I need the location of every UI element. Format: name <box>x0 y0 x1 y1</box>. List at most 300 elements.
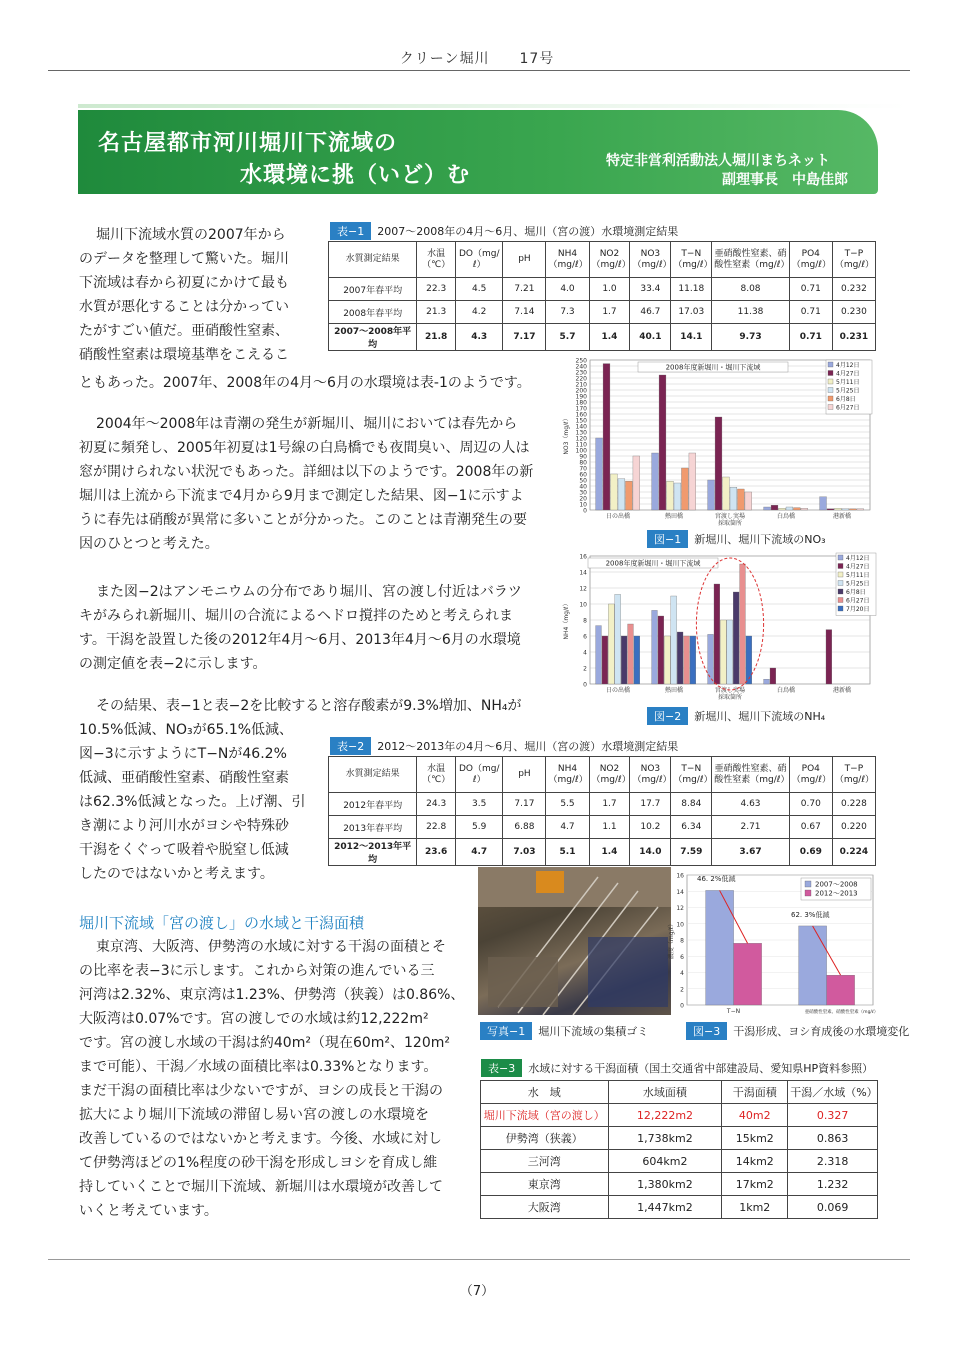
text-line: 大阪湾は0.07%です。宮の渡しでの水域は約12,222m² <box>79 1011 429 1027</box>
text-line: また図−2はアンモニウムの分布であり堀川、宮の渡し付近はバラツ <box>96 584 522 600</box>
y-tick-label: 60 <box>579 471 587 479</box>
x-tick-label: 港新橋 <box>832 687 852 694</box>
bar <box>625 481 632 510</box>
legend-swatch <box>838 572 843 577</box>
table-cell: 24.3 <box>417 793 456 816</box>
legend-label: 4月27日 <box>846 563 870 571</box>
legend-label: 6月8日 <box>836 396 856 403</box>
legend-label: 6月8日 <box>846 589 866 596</box>
table-cell: 1km2 <box>722 1196 788 1219</box>
table3-tag: 表−3 <box>481 1059 522 1077</box>
table-cell: 2013年春平均 <box>329 816 417 839</box>
bar <box>652 610 658 684</box>
table-row-highlight <box>481 1104 878 1127</box>
annotation-label: 46. 2%低減 <box>697 875 736 883</box>
legend-label: 6月27日 <box>836 404 860 412</box>
table3-caption-text: 水域に対する干潟面積（国土交通省中部建設局、愛知県HP資料参照） <box>528 1062 874 1075</box>
change-bar-chart <box>665 867 880 1019</box>
table-cell: 14km2 <box>722 1150 788 1173</box>
table-header-cell: 水質測定結果 <box>329 242 417 278</box>
bar <box>659 375 666 510</box>
bar <box>603 364 610 510</box>
legend-swatch <box>838 555 843 560</box>
photo-worker <box>536 871 564 893</box>
table-header-cell: T−N（mg/ℓ） <box>671 242 712 278</box>
legend-label: 4月12日 <box>836 362 860 369</box>
y-tick-label: 240 <box>575 363 587 371</box>
x-tick-label: 日の出橋 <box>605 687 631 694</box>
bar <box>664 636 670 684</box>
y-tick-label: 210 <box>575 381 587 389</box>
bar <box>667 481 674 510</box>
text-line: 窓が開けられない状況でもあった。詳細は以下のようです。2008年の新 <box>79 464 534 480</box>
bar <box>720 620 726 684</box>
table-cell: 7.17 <box>503 793 546 816</box>
table-header-cell: T−P（mg/ℓ） <box>832 757 875 793</box>
table-cell: 15km2 <box>722 1127 788 1150</box>
figure3-caption <box>686 1022 909 1040</box>
y-tick-label: 10 <box>579 501 587 509</box>
y-axis-label: NO3（mg/ℓ） <box>563 415 570 455</box>
table-cell: 0.224 <box>832 839 875 866</box>
table1-caption-text: 2007〜2008年の4月〜6月、堀川（宮の渡）水環境測定結果 <box>377 225 679 238</box>
table-cell: 2.318 <box>788 1150 878 1173</box>
y-tick-label: 0 <box>583 681 587 689</box>
table-row <box>329 324 876 351</box>
table-cell: 4.2 <box>456 301 503 324</box>
bar <box>674 483 681 510</box>
legend-label: 2012〜2013 <box>815 889 858 898</box>
paragraph-4-a <box>79 694 559 718</box>
bar <box>786 507 793 510</box>
table-cell: 2012年春平均 <box>329 793 417 816</box>
bar <box>857 509 864 510</box>
table-cell: 0.71 <box>789 301 832 324</box>
y-tick-label: 12 <box>579 585 587 593</box>
table-header-cell: 干潟面積 <box>722 1081 788 1104</box>
table2-caption-text: 2012〜2013年の4月〜6月、堀川（宮の渡）水環境測定結果 <box>377 740 679 753</box>
legend-swatch <box>828 371 833 376</box>
bar <box>734 943 762 1005</box>
table-cell: 14.0 <box>630 839 671 866</box>
table-header-cell: DO（mg/ℓ） <box>456 757 503 793</box>
table-cell: 4.7 <box>546 816 589 839</box>
paragraph-3 <box>79 580 559 676</box>
table-cell: 0.71 <box>789 278 832 301</box>
y-tick-label: 170 <box>575 405 587 413</box>
bar <box>681 468 688 510</box>
figure2-caption <box>647 707 825 725</box>
legend-label: 6月27日 <box>846 597 870 605</box>
banner-accent <box>78 104 908 108</box>
table-cell: 8.08 <box>712 278 790 301</box>
table-cell: 0.69 <box>789 839 832 866</box>
bar <box>708 634 714 684</box>
table-cell: 17km2 <box>722 1173 788 1196</box>
table-header-row <box>329 757 876 793</box>
table-cell: 6.88 <box>503 816 546 839</box>
table-header-cell: T−P（mg/ℓ） <box>832 242 875 278</box>
article-title-line2: 水環境に挑（いど）む <box>240 163 471 188</box>
y-tick-label: 220 <box>575 375 587 383</box>
bar <box>618 479 625 510</box>
bar <box>596 626 602 684</box>
bar <box>628 624 634 684</box>
legend-label: 7月20日 <box>846 606 870 613</box>
header-title: クリーン堀川 17号 <box>399 51 555 67</box>
y-tick-label: 190 <box>575 393 587 401</box>
text-line: です。宮の渡し水域の干潟は約40m²（現在60m²、120m² <box>79 1035 450 1051</box>
bar <box>730 487 737 510</box>
bar <box>740 564 746 684</box>
text-line: ともあった。2007年、2008年の4月〜6月の水環境は表-1のようです。 <box>79 375 531 391</box>
text-line: いくと考えています。 <box>79 1203 218 1219</box>
bar <box>779 508 786 510</box>
table-cell: 4.7 <box>456 839 503 866</box>
text-line: 堀川下流域水質の2007年から <box>96 227 286 243</box>
text-line: 低減、亜硝酸性窒素、硝酸性窒素 <box>79 770 289 786</box>
text-line: 水質が悪化することは分かってい <box>79 299 289 315</box>
table-cell: 3.67 <box>712 839 790 866</box>
y-tick-label: 70 <box>579 465 587 473</box>
table-cell: 604km2 <box>608 1150 722 1173</box>
bar <box>727 620 733 684</box>
table-row <box>481 1196 878 1219</box>
paragraph-5 <box>79 935 469 1223</box>
y-tick-label: 250 <box>575 357 587 365</box>
table-header-cell: 水温（℃） <box>417 242 456 278</box>
table-cell: 10.2 <box>630 816 671 839</box>
bar <box>764 679 770 684</box>
bar <box>820 497 827 510</box>
table-cell: 14.1 <box>671 324 712 351</box>
y-tick-label: 20 <box>579 495 587 503</box>
paragraph-2 <box>79 412 559 556</box>
y-tick-label: 110 <box>575 441 587 449</box>
bar <box>723 477 730 510</box>
table-cell: 1,738km2 <box>608 1127 722 1150</box>
table-cell: 0.231 <box>832 324 875 351</box>
text-line: うに春先は硝酸が異常に多いことが分かった。このことは青潮発生の要 <box>79 512 527 528</box>
bar <box>827 509 834 510</box>
table-header-cell: 水質測定結果 <box>329 757 417 793</box>
table-cell: 0.232 <box>832 278 875 301</box>
legend-label: 5月11日 <box>836 379 860 386</box>
legend-swatch <box>828 362 833 367</box>
table-cell: 21.3 <box>417 301 456 324</box>
y-tick-label: 80 <box>579 459 587 467</box>
y-tick-label: 200 <box>575 387 587 395</box>
table-cell: 0.220 <box>832 816 875 839</box>
table-header-row <box>481 1081 878 1104</box>
text-line: 図−3に示すようにT−Nが46.2% <box>79 746 287 762</box>
bar <box>652 453 659 510</box>
table-cell: 0.327 <box>788 1104 878 1127</box>
paragraph-4-b <box>79 718 319 886</box>
text-line: 堀川は上流から下流まで4月から9月まで測定した結果、図−1に示すよ <box>79 488 524 504</box>
table-cell: 46.7 <box>630 301 671 324</box>
table-row <box>481 1173 878 1196</box>
header-rule <box>48 70 910 71</box>
text-line: まだ干潟の面積比率は少ないですが、ヨシの成長と干潟の <box>79 1083 443 1099</box>
text-line: まで可能）、干潟／水域の面積比率は0.33%となります。 <box>79 1059 438 1075</box>
text-line: キがみられ新堀川、堀川の合流によるヘドロ撹拌のためと考えられま <box>79 608 513 624</box>
table-cell: 0.228 <box>832 793 875 816</box>
legend-swatch <box>838 589 843 594</box>
table-cell: 1,380km2 <box>608 1173 722 1196</box>
text-line: き潮により河川水がヨシや特殊砂 <box>79 818 289 834</box>
y-tick-label: 100 <box>575 447 587 455</box>
table-cell: 4.3 <box>456 324 503 351</box>
bar <box>634 636 640 684</box>
bar <box>801 508 808 510</box>
table-2 <box>328 756 876 866</box>
text-line: 東京湾、大阪湾、伊勢湾の水域に対する干潟の面積とそ <box>96 939 446 955</box>
legend-swatch <box>838 598 843 603</box>
table-cell: 40m2 <box>722 1104 788 1127</box>
y-tick-label: 2 <box>583 665 587 673</box>
text-line: 拡大により堀川下流域の滞留し易い宮の渡しの水環境を <box>79 1107 429 1123</box>
photo-debris <box>588 937 668 1007</box>
x-tick-label: 白鳥橋 <box>776 513 796 520</box>
figure2-tag: 図−2 <box>647 707 688 725</box>
table-cell: 1.7 <box>589 793 630 816</box>
table-row <box>329 301 876 324</box>
table-cell: 0.71 <box>789 324 832 351</box>
legend-swatch <box>828 379 833 384</box>
y-tick-label: 6 <box>583 633 587 641</box>
nitrate-bar-chart <box>560 356 880 528</box>
table-header-cell: NO2（mg/ℓ） <box>589 757 630 793</box>
bar <box>706 890 734 1005</box>
y-tick-label: 14 <box>676 888 684 896</box>
bar <box>621 636 627 684</box>
x-tick-label: 亜硝酸性窒素、硝酸性窒素（mg/ℓ） <box>804 1010 879 1015</box>
table-cell: 1,447km2 <box>608 1196 722 1219</box>
table-header-cell: 干潟／水域（%） <box>788 1081 878 1104</box>
table-cell: 33.4 <box>630 278 671 301</box>
text-line: す。干潟を設置した後の2012年4月〜6月、2013年4月〜6月の水環境 <box>79 632 521 648</box>
table-header-cell: pH <box>503 757 546 793</box>
table-header-cell: 水域面積 <box>608 1081 722 1104</box>
text-line: のデータを整理して驚いた。堀川 <box>79 251 289 267</box>
table-cell: 5.7 <box>546 324 589 351</box>
bar <box>602 636 608 684</box>
table-row <box>329 839 876 866</box>
table-cell: 22.3 <box>417 278 456 301</box>
footer-rule <box>48 1259 910 1260</box>
bar <box>745 492 752 510</box>
photo-sketch <box>478 867 671 1015</box>
table-cell: 2.71 <box>712 816 790 839</box>
ammonium-bar-chart <box>560 552 880 708</box>
figure2-caption-text: 新堀川、堀川下流域のNH₄ <box>694 710 826 723</box>
table-cell: 0.70 <box>789 793 832 816</box>
y-tick-label: 2 <box>680 986 684 994</box>
table-row <box>329 793 876 816</box>
chart-title: 2008年度新堀川・堀川下流域 <box>665 363 761 372</box>
table-cell: 2007〜2008年平均 <box>329 324 417 351</box>
table3-caption <box>481 1059 873 1077</box>
table-cell: 4.63 <box>712 793 790 816</box>
table-header-cell: 亜硝酸性窒素、硝酸性窒素（mg/ℓ） <box>712 242 790 278</box>
bar <box>714 584 720 684</box>
table-cell: 9.73 <box>712 324 790 351</box>
x-axis-label: 採取箇所 <box>717 520 743 527</box>
y-tick-label: 130 <box>575 429 587 437</box>
table-cell: 6.34 <box>671 816 712 839</box>
table-cell: 5.5 <box>546 793 589 816</box>
table-cell: 1.4 <box>589 324 630 351</box>
bar <box>715 417 722 510</box>
text-line: たがすごい値だ。亜硝酸性窒素、 <box>79 323 289 339</box>
bar <box>671 596 677 684</box>
legend-label: 2007〜2008 <box>815 880 858 889</box>
legend-swatch <box>838 564 843 569</box>
bar <box>799 926 827 1005</box>
table-cell: 2012〜2013年平均 <box>329 839 417 866</box>
table-header-cell: T−N（mg/ℓ） <box>671 757 712 793</box>
bar <box>842 509 849 510</box>
table-cell: 1.1 <box>589 816 630 839</box>
table-cell: 5.9 <box>456 816 503 839</box>
y-tick-label: 0 <box>583 507 587 515</box>
y-tick-label: 90 <box>579 453 587 461</box>
page-number: （7） <box>459 1284 495 1299</box>
figure1-tag: 図−1 <box>647 530 688 548</box>
table-cell: 7.14 <box>503 301 546 324</box>
table-cell: 東京湾 <box>481 1173 609 1196</box>
y-axis-label: NH4（mg/ℓ） <box>563 600 570 640</box>
table-cell: 0.863 <box>788 1127 878 1150</box>
bar <box>596 438 603 510</box>
table-header-cell: 亜硝酸性窒素、硝酸性窒素（mg/ℓ） <box>712 757 790 793</box>
author-name: 副理事長 中島佳郎 <box>722 172 848 188</box>
bar <box>793 508 800 510</box>
legend-label: 5月25日 <box>846 580 870 588</box>
table-cell: 8.84 <box>671 793 712 816</box>
x-tick-label: 白鳥橋 <box>776 687 796 694</box>
legend-swatch <box>828 396 833 401</box>
text-line: その結果、表−1と表−2を比較すると溶存酸素が9.3%増加、NH₄が <box>96 698 522 714</box>
legend-label: 5月11日 <box>846 572 870 579</box>
bar <box>770 668 776 684</box>
table-cell: 0.069 <box>788 1196 878 1219</box>
table-header-cell: NH4（mg/ℓ） <box>546 757 589 793</box>
table-row <box>329 816 876 839</box>
y-tick-label: 10 <box>579 601 587 609</box>
table-header-cell: DO（mg/ℓ） <box>456 242 503 278</box>
table-cell: 1.232 <box>788 1173 878 1196</box>
paragraph-1-a <box>96 223 311 247</box>
table-row <box>329 278 876 301</box>
text-line: 改善しているのではないかと考えます。今後、水域に対し <box>79 1131 442 1147</box>
y-tick-label: 120 <box>575 435 587 443</box>
table-cell: 0.67 <box>789 816 832 839</box>
table-row <box>481 1150 878 1173</box>
legend-swatch <box>828 405 833 410</box>
paragraph-1-b <box>79 247 311 367</box>
text-line: の比率を表−3に示します。これから対策の進んでいる三 <box>79 963 435 979</box>
y-tick-label: 180 <box>575 399 587 407</box>
table-cell: 7.03 <box>503 839 546 866</box>
table-cell: 0.230 <box>832 301 875 324</box>
x-tick-label: 港新橋 <box>832 513 852 520</box>
table-header-cell: PO4（mg/ℓ） <box>789 757 832 793</box>
bar <box>764 507 771 510</box>
y-tick-label: 4 <box>680 970 684 977</box>
bar <box>737 489 744 510</box>
legend-swatch <box>838 606 843 611</box>
text-line: の測定値を表−2に示します。 <box>79 656 267 672</box>
y-tick-label: 140 <box>575 423 587 431</box>
bar <box>733 592 739 684</box>
table2-caption <box>330 737 678 755</box>
table-cell: 1.0 <box>589 278 630 301</box>
table-cell: 1.4 <box>589 839 630 866</box>
text-line: て伊勢湾ほどの1%程度の砂干潟を形成しヨシを育成し維 <box>79 1155 438 1171</box>
table-cell: 21.8 <box>417 324 456 351</box>
figure1-caption-text: 新堀川、堀川下流域のNO₃ <box>694 533 826 546</box>
legend-label: 4月27日 <box>836 370 860 378</box>
table-cell: 12,222m2 <box>608 1104 722 1127</box>
table-cell: 三河湾 <box>481 1150 609 1173</box>
bar <box>615 594 621 684</box>
chart-title: 2008年度新堀川・堀川下流域 <box>605 559 701 568</box>
bar <box>690 636 696 684</box>
x-axis-label: 採取箇所 <box>717 694 743 701</box>
paragraph-1-c <box>79 371 559 395</box>
table-cell: 7.59 <box>671 839 712 866</box>
text-line: 持していくことで堀川下流域、新堀川は水環境が改善して <box>79 1179 443 1195</box>
table-header-cell: NH4（mg/ℓ） <box>546 242 589 278</box>
table-cell: 17.03 <box>671 301 712 324</box>
legend-swatch <box>805 890 811 896</box>
table-row <box>481 1127 878 1150</box>
bar <box>771 505 778 510</box>
figure3-caption-text: 干潟形成、ヨシ育成後の水環境変化 <box>733 1025 910 1038</box>
bar <box>835 508 842 510</box>
photo1-caption-text: 堀川下流域の集積ゴミ <box>538 1025 649 1038</box>
table-cell: 4.0 <box>546 278 589 301</box>
y-tick-label: 150 <box>575 417 587 425</box>
table-cell: 4.5 <box>456 278 503 301</box>
garbage-photo <box>478 867 671 1015</box>
table-cell: 2007年春平均 <box>329 278 417 301</box>
table1-caption <box>330 222 678 240</box>
bar <box>658 616 664 684</box>
y-tick-label: 40 <box>579 483 587 491</box>
text-line: 下流域は春から初夏にかけて最も <box>79 275 289 291</box>
x-tick-label: 日の出橋 <box>605 513 631 520</box>
legend-label: 4月12日 <box>846 555 870 562</box>
table-header-cell: 水 域 <box>481 1081 609 1104</box>
x-tick-label: 熱田橋 <box>664 513 684 520</box>
y-tick-label: 6 <box>680 953 684 961</box>
x-tick-label: 熱田橋 <box>664 687 684 694</box>
y-axis-label: 濃度（mg/ℓ） <box>668 920 675 960</box>
table-cell: 堀川下流域（宮の渡し） <box>481 1104 609 1127</box>
bar <box>849 509 856 510</box>
article-title-line1: 名古屋都市河川堀川下流域の <box>98 131 398 156</box>
table-3 <box>480 1080 878 1219</box>
y-tick-label: 0 <box>680 1002 684 1010</box>
y-tick-label: 12 <box>676 905 684 912</box>
text-line: 初夏に頻発し、2005年初夏は1号線の白鳥橋でも夜間臭い、周辺の人は <box>79 440 530 456</box>
table-header-cell: NO3（mg/ℓ） <box>630 757 671 793</box>
figure1-caption <box>647 530 826 548</box>
x-tick-label: T−N <box>726 1008 741 1015</box>
